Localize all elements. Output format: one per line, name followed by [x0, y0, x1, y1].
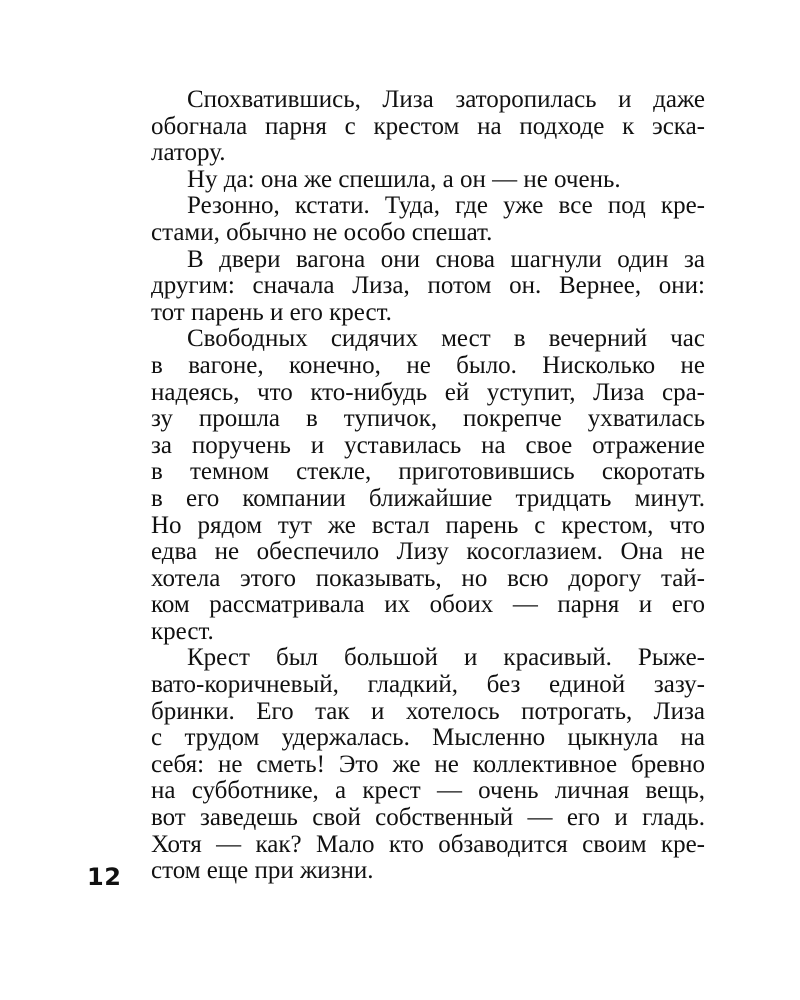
- page-number: 12: [87, 863, 122, 891]
- text-line: другим: сначала Лиза, потом он. Вернее, они:: [151, 272, 705, 300]
- text-line: в темном стекле, приготовившись скоротать: [151, 458, 705, 486]
- text-line: обогнала парня с крестом на подходе к эска-: [151, 112, 705, 140]
- text-line: хотела этого показывать, но всю дорогу тай-: [151, 564, 705, 592]
- text-line: Но рядом тут же встал парень с крестом, что: [151, 511, 705, 539]
- text-line: надеясь, что кто-нибудь ей уступит, Лиза сра-: [151, 378, 705, 406]
- text-line: на субботнике, а крест — очень личная вещь,: [151, 777, 705, 805]
- text-line: стом еще при жизни.: [151, 857, 374, 885]
- text-line: едва не обеспечило Лизу косоглазием. Она не: [151, 538, 705, 566]
- text-line: вато-коричневый, гладкий, без единой зазу-: [151, 671, 705, 699]
- text-line: зу прошла в тупичок, покрепче ухватилась: [151, 405, 705, 433]
- text-line: Крест был большой и красивый. Рыже-: [187, 644, 705, 672]
- text-line: стами, обычно не особо спешат.: [151, 218, 493, 246]
- text-line: Спохватившись, Лиза заторопилась и даже: [187, 86, 705, 113]
- text-line: бринки. Его так и хотелось потрогать, Лиза: [151, 697, 705, 725]
- text-line: за поручень и уставилась на свое отражение: [151, 431, 705, 459]
- text-line: тот парень и его крест.: [151, 298, 392, 326]
- text-line: Хотя — как? Мало кто обзаводится своим кре-: [151, 830, 705, 858]
- text-line: в вагоне, конечно, не было. Нисколько не: [151, 351, 705, 379]
- text-line: ком рассматривала их обоих — парня и его: [151, 591, 705, 619]
- text-line: Резонно, кстати. Туда, где уже все под кре-: [187, 192, 705, 220]
- text-line: себя: не сметь! Это же не коллективное бревно: [151, 750, 705, 778]
- text-line: с трудом удержалась. Мысленно цыкнула на: [151, 724, 705, 752]
- text-line: латору.: [151, 139, 226, 167]
- text-line: Свободных сидячих мест в вечерний час: [187, 325, 705, 353]
- text-line: Ну да: она же спешила, а он — не очень.: [187, 165, 621, 193]
- text-line: крест.: [151, 617, 214, 645]
- text-line: вот заведешь свой собственный — его и гладь.: [151, 804, 705, 832]
- text-line: в его компании ближайшие тридцать минут.: [151, 484, 705, 512]
- body-text: [151, 87, 705, 885]
- text-line: В двери вагона они снова шагнули один за: [187, 245, 705, 273]
